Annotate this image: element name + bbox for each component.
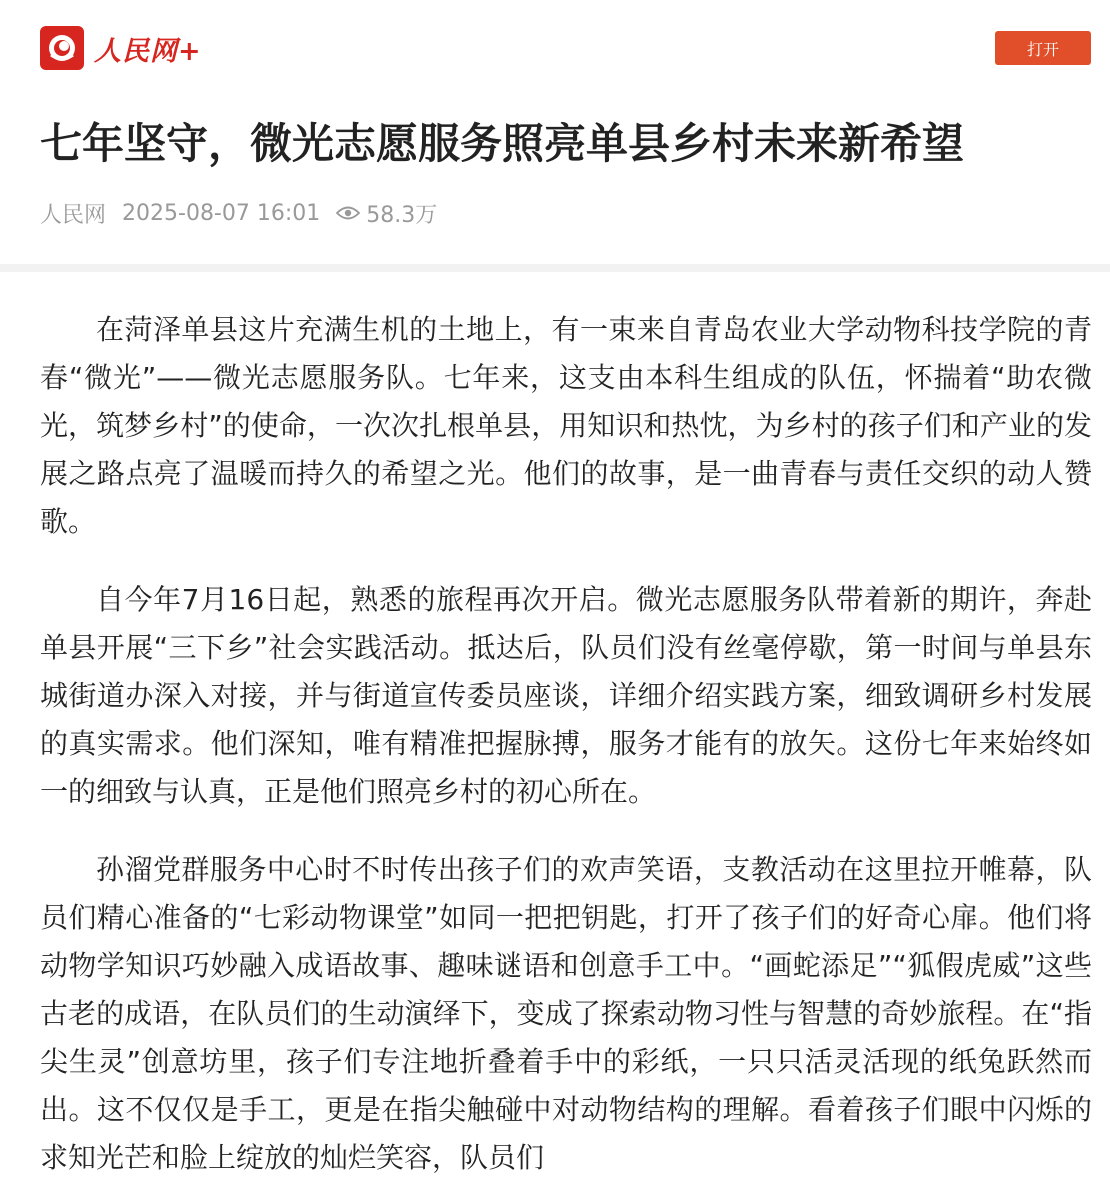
top-bar (0, 0, 1110, 90)
article-datetime: 2025-08-07 16:01 (122, 200, 321, 226)
article-title: 七年坚守，微光志愿服务照亮单县乡村未来新希望 (40, 119, 965, 168)
article-paragraph-2: 自今年7月16日起，熟悉的旅程再次开启。微光志愿服务队带着新的期许，奔赴单县开展“三下乡”社会实践活动。抵达后，队员们没有丝毫停歇，第一时间与单县东城街道办深入对接，并与街道宣传委员座谈，详细介绍实践方案，细致调研乡村发展的真实需求。他们深知，唯有精准把握脉搏，服务才能有的放矢。这份七年来始终如一的细致与认真，正是他们照亮乡村的初心所在。 (40, 583, 1092, 808)
article-paragraph-3: 孙溜党群服务中心时不时传出孩子们的欢声笑语，支教活动在这里拉开帷幕，队员们精心准备的“七彩动物课堂”如同一把把钥匙，打开了孩子们的好奇心扉。他们将动物学知识巧妙融入成语故事、趣味谜语和创意手工中。“画蛇添足”“狐假虎威”这些古老的成语，在队员们的生动演绎下，变成了探索动物习性与智慧的奇妙旅程。在“指尖生灵”创意坊里，孩子们专注地折叠着手中的彩纸，一只只活灵活现的纸兔跃然而出。这不仅仅是手工，更是在指尖触碰中对动物结构的理解。看着孩子们眼中闪烁的求知光芒和脸上绽放的灿烂笑容，队员们 (40, 853, 1092, 1174)
app-logo[interactable] (40, 25, 202, 71)
open-app-button[interactable]: 打开 (995, 31, 1091, 65)
view-count: 58.3万 (366, 202, 438, 228)
logo-text: 人民网+ (94, 35, 202, 67)
logo-mark-icon (40, 26, 84, 70)
article-meta (40, 196, 437, 230)
article-body (40, 306, 1092, 1189)
eye-icon (336, 205, 360, 221)
section-divider (0, 264, 1110, 272)
article-source: 人民网 (40, 202, 107, 228)
article-paragraph-1: 在菏泽单县这片充满生机的土地上，有一束来自青岛农业大学动物科技学院的青春“微光”——微光志愿服务队。七年来，这支由本科生组成的队伍，怀揣着“助农微光，筑梦乡村”的使命，一次次扎根单县，用知识和热忱，为乡村的孩子们和产业的发展之路点亮了温暖而持久的希望之光。他们的故事，是一曲青春与责任交织的动人赞歌。 (40, 313, 1092, 538)
